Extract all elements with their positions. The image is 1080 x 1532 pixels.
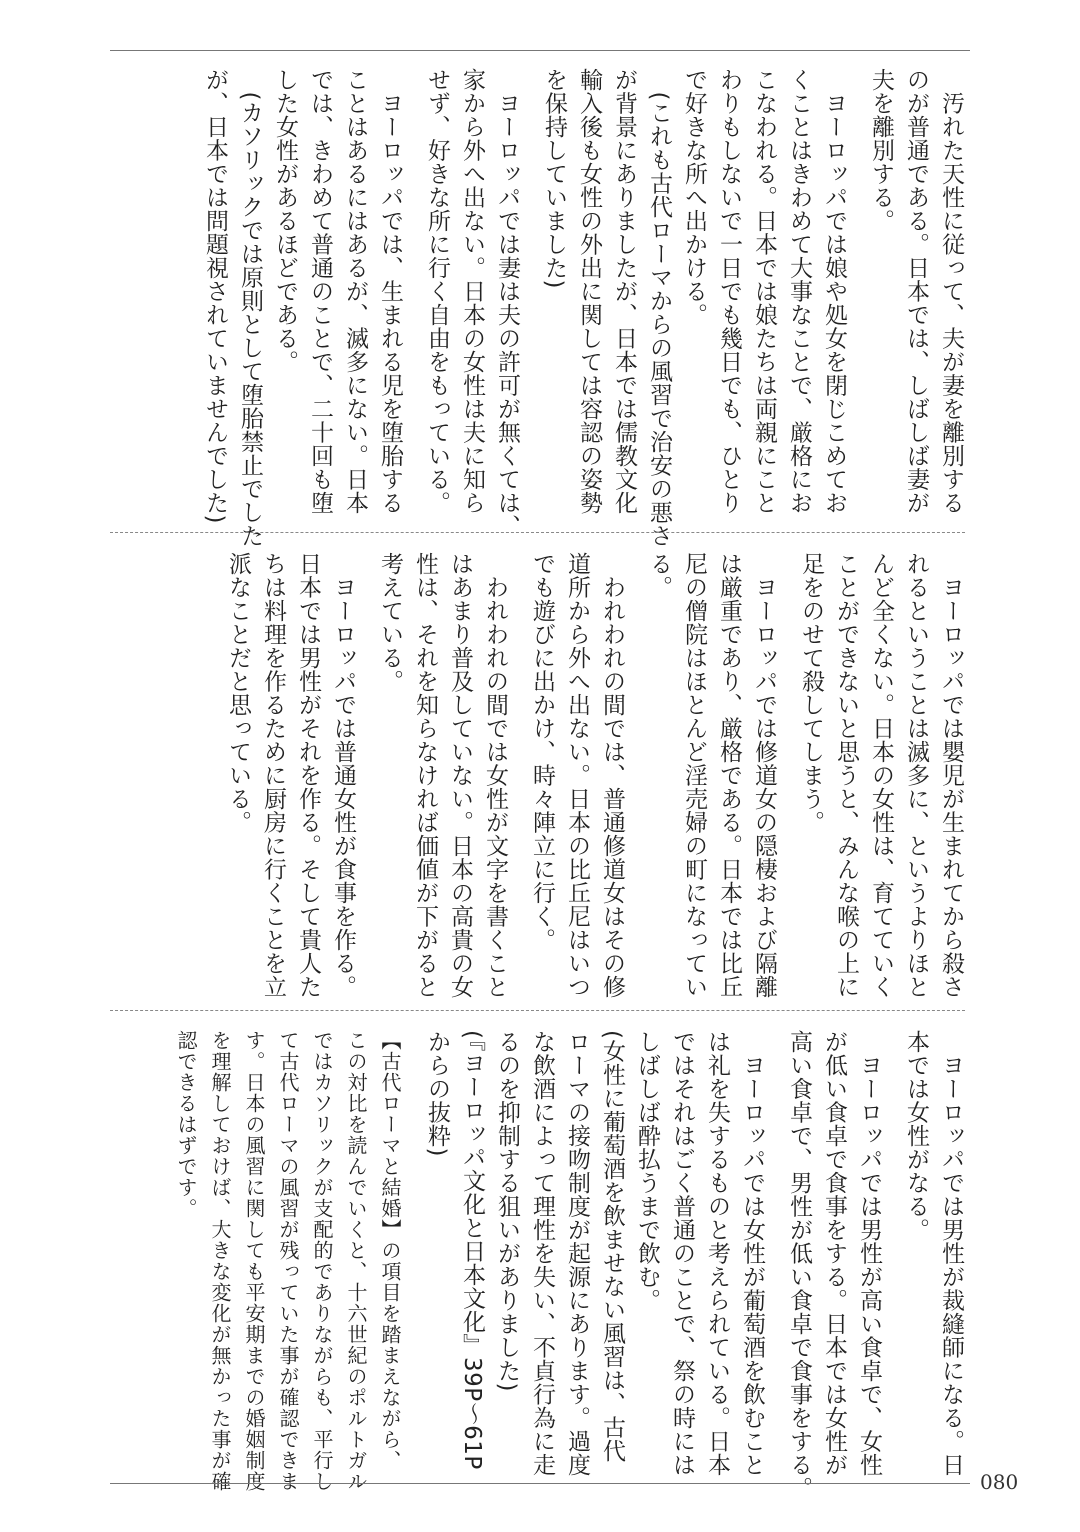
text-line: ヨーロッパでは男性が高い食卓で、女性 (856, 1030, 882, 1477)
text-line: でも遊びに出かけ、時々陣立に行く。 (529, 552, 555, 952)
text-line: ヨーロッパでは普通女性が食事を作る。 (330, 552, 356, 999)
text-line: ヨーロッパでは娘や処女を閉じこめてお (821, 68, 847, 515)
text-line: で好きな所へ出かける。 (681, 68, 707, 327)
section-2 (208, 552, 968, 999)
text-line: 本では女性がなる。 (903, 1030, 929, 1242)
text-line: 汚れた天性に従って、夫が妻を離別する (938, 68, 964, 515)
text-line: 認できるはずです。 (174, 1030, 198, 1219)
text-line: ヨーロッパでは、生まれる児を堕胎する (377, 68, 403, 515)
section-divider (110, 1010, 965, 1011)
text-line: 尼の僧院はほとんど淫売婦の町になってい (681, 552, 707, 999)
text-line: からの抜粋) (424, 1030, 450, 1157)
text-line: (女性に葡萄酒を飲ませない風習は、古代 (599, 1030, 625, 1463)
text-line: 高い食卓で、男性が低い食卓で食事をする。 (786, 1030, 812, 1500)
text-line: ちは料理を作るために厨房に行くことを立 (260, 552, 286, 999)
text-line: われわれの間では女性が文字を書くこと (482, 552, 508, 999)
paragraph (419, 68, 524, 538)
paragraph (197, 68, 407, 548)
text-line: ローマの接吻制度が起源にあります。過度 (564, 1030, 590, 1477)
text-line: が背景にありましたが、日本では儒教文化 (611, 68, 637, 515)
text-line: 夫を離別する。 (868, 68, 894, 233)
text-line: のが普通である。日本では、しばしば妻が (903, 68, 929, 515)
paragraph (169, 1030, 407, 1492)
text-line: は厳重であり、厳格である。日本では比丘 (716, 552, 742, 999)
text-line: ことができないと思うと、みんな喉の上に (833, 552, 859, 999)
text-line: を理解しておけば、大きな変化が無かった事が確 (208, 1030, 232, 1492)
page-number: 080 (980, 1470, 1019, 1494)
text-line: は礼を失するものと考えられている。日本 (704, 1030, 730, 1477)
paragraph (863, 68, 968, 515)
text-line: ではカソリックが支配的でありながらも、平行し (310, 1030, 334, 1492)
text-line: (これも古代ローマからの風習で治安の悪さ (646, 68, 672, 548)
text-line: (カソリックでは原則として堕胎禁止でした (237, 68, 263, 548)
paragraph (898, 1030, 968, 1475)
text-line: を保持していました) (541, 68, 567, 289)
text-line: この対比を読んでいくと、十六世紀のポルトガル (344, 1030, 368, 1492)
text-line: す。日本の風習に関しても平安期までの婚姻制度 (242, 1030, 266, 1492)
paragraph (536, 68, 851, 548)
text-line: くことはきわめて大事なことで、厳格にお (786, 68, 812, 515)
text-line: した女性があるほどである。 (272, 68, 298, 374)
text-line: ヨーロッパでは女性が葡萄酒を飲むこと (739, 1030, 765, 1477)
paragraph (781, 1030, 886, 1500)
text-line: な飲酒によって理性を失い、不貞行為に走 (529, 1030, 555, 1477)
text-line: 道所から外へ出ない。日本の比丘尼はいつ (564, 552, 590, 999)
text-line: 日本では男性がそれを作る。そして貴人た (295, 552, 321, 999)
paragraph (372, 552, 512, 999)
text-line: こなわれる。日本では娘たちは両親にこと (751, 68, 777, 515)
text-line: 輸入後も女性の外出に関しては容認の姿勢 (576, 68, 602, 515)
bottom-rule (110, 1483, 970, 1484)
text-line: るのを抑制する狙いがありました) (494, 1030, 520, 1392)
text-line: ヨーロッパでは妻は夫の許可が無くては、 (494, 68, 520, 538)
paragraph (793, 552, 968, 999)
text-line: れるということは滅多に、というよりほと (903, 552, 929, 999)
paragraph (524, 552, 629, 999)
text-line: んど全くない。日本の女性は、育てていく (868, 552, 894, 999)
text-line: 家から外へ出ない。日本の女性は夫に知ら (459, 68, 485, 515)
top-rule (110, 50, 970, 51)
text-line: わりもしないで一日でも幾日でも、ひとり (716, 68, 742, 515)
text-line: では、きわめて普通のことで、二十回も堕 (307, 68, 333, 515)
text-line: て古代ローマの風習が残っていた事が確認できま (276, 1030, 300, 1492)
text-line: ではそれはごく普通のことで、祭の時には (669, 1030, 695, 1477)
paragraph (220, 552, 360, 999)
section-3 (157, 1030, 968, 1500)
text-line: せず、好きな所に行く自由をもっている。 (424, 68, 450, 515)
text-line: 考えている。 (377, 552, 403, 693)
text-line: ことはあるにはあるが、滅多にない。日本 (342, 68, 368, 515)
text-line: しばしば酔払うまで飲む。 (634, 1030, 660, 1312)
text-line: ヨーロッパでは男性が裁縫師になる。日 (938, 1030, 964, 1477)
section-divider (110, 532, 965, 533)
paragraph (641, 552, 781, 999)
text-line: 【古代ローマと結婚】の項目を踏まえながら、 (378, 1030, 402, 1471)
text-line: る。 (646, 552, 672, 599)
text-line: ヨーロッパでは嬰児が生まれてから殺さ (938, 552, 964, 999)
text-line: が低い食卓で食事をする。日本では女性が (821, 1030, 847, 1477)
section-1 (185, 68, 968, 548)
text-line: が、日本では問題視されていませんでした) (202, 68, 228, 524)
text-line: はあまり普及していない。日本の高貴の女 (447, 552, 473, 999)
paragraph (419, 1030, 769, 1475)
text-line: 派なことだと思っている。 (225, 552, 251, 834)
text-line: (『ヨーロッパ文化と日本文化』39P～61P (459, 1030, 485, 1470)
text-line: 性は、それを知らなければ価値が下がると (412, 552, 438, 999)
text-line: 足をのせて殺してしまう。 (798, 552, 824, 834)
text-line: ヨーロッパでは修道女の隠棲および隔離 (751, 552, 777, 999)
text-line: われわれの間では、普通修道女はその修 (599, 552, 625, 999)
